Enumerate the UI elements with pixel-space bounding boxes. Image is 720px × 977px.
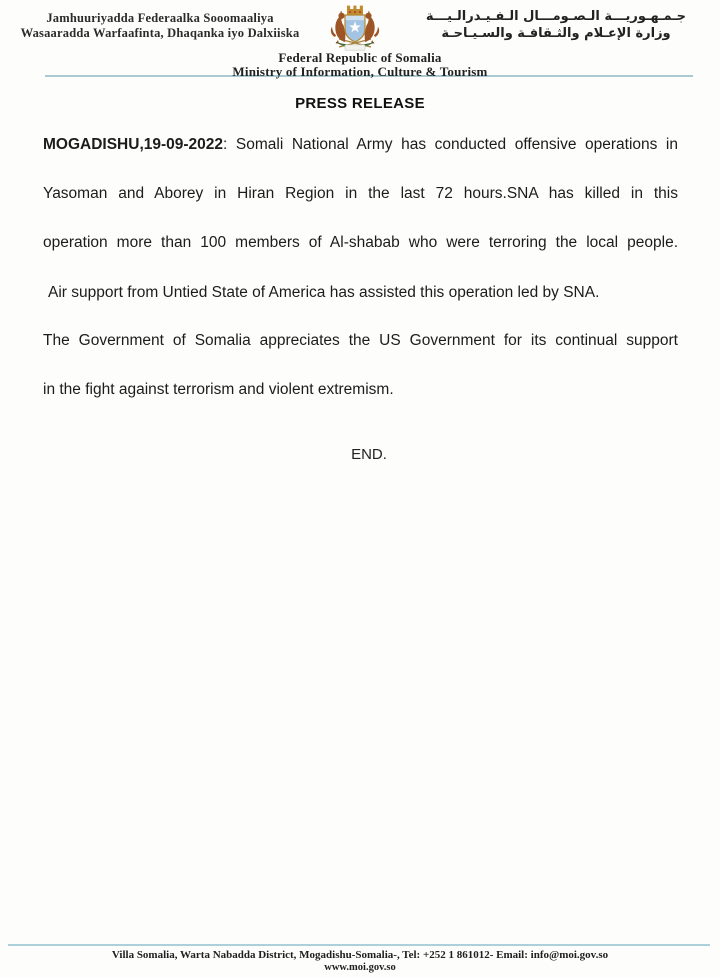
arabic-republic-title: جـمـهـوريـــة الـصـومـــال الـفـيـدرالـيـــة [425,9,687,24]
body-line: Yasoman and Aborey in Hiran Region in the last 72 hours.SNA has killed in this [43,185,678,202]
footer-address: Villa Somalia, Warta Nabadda District, Mogadishu-Somalia-, Tel: +252 1 861012- Email: info@moi.gov.so [111,949,609,961]
body-line-dateline [43,136,678,156]
body-line: The Government of Somalia appreciates the US Government for its continual support [43,332,678,349]
footer-divider-line [8,944,710,946]
body-line: in the fight against terrorism and violent extremism. [43,381,394,398]
dateline-rest: : Somali National Army has conducted offensive operations in [223,136,678,153]
header-english-titles [0,51,720,78]
somali-ministry-title: Wasaaradda Warfaafinta, Dhaqanka iyo Dalxiiska [20,25,300,40]
somali-republic-title: Jamhuuriyadda Federaalka Sooomaaliya [46,11,274,25]
press-release-title: PRESS RELEASE [295,95,425,112]
body-line: Air support from Untied State of America has assisted this operation led by SNA. [48,284,600,301]
crown [347,6,363,15]
header-somali-titles [14,11,306,40]
somalia-coat-of-arms-emblem [321,3,389,55]
header-arabic-titles [402,8,710,42]
footer-website: www.moi.gov.so [324,962,396,973]
english-republic-title: Federal Republic of Somalia [278,50,442,65]
body-line: operation more than 100 members of Al-shabab who were terroring the local people. [43,234,678,251]
dateline-bold: MOGADISHU,19-09-2022 [43,136,224,153]
arabic-ministry-title: وزارة الإعـلام والثـقافـة والسـيـاحـة [441,26,671,41]
english-ministry-title: Ministry of Information, Culture & Tourism [232,63,488,79]
end-marker: END. [351,446,387,463]
